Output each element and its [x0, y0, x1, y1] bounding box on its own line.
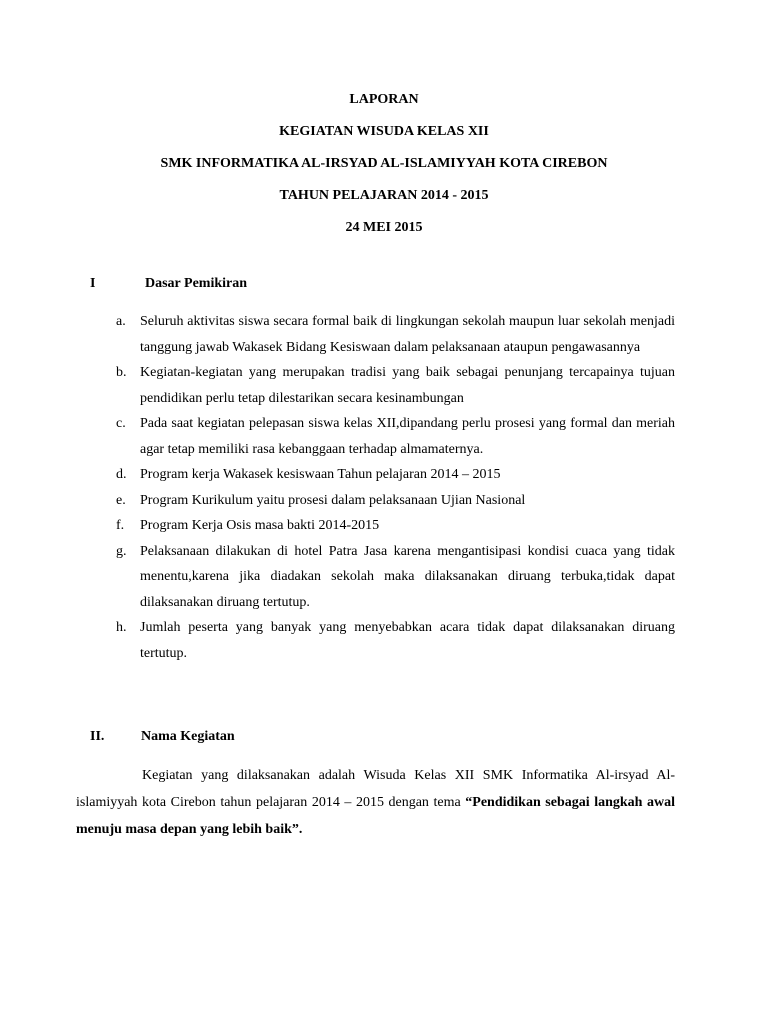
- basis-list: [108, 309, 675, 666]
- list-marker: f.: [116, 518, 125, 533]
- list-item: [108, 411, 675, 462]
- report-header: [0, 84, 768, 244]
- list-item-text: Kegiatan-kegiatan yang merupakan tradisi yang baik sebagai penunjang tercapainya tujuan pendidikan perlu tetap dilestarikan secara kesinambungan: [140, 365, 675, 406]
- list-marker: g.: [116, 543, 127, 559]
- list-item-text: Pelaksanaan dilakukan di hotel Patra Jasa karena mengantisipasi kondisi cuaca yang tidak menentu,karena jika diadakan sekolah maka dilaksanakan diruang terbuka,tidak dapat dilaksanakan diruang tertutup.: [140, 543, 675, 610]
- header-event: KEGIATAN WISUDA KELAS XII: [279, 124, 489, 139]
- list-marker: h.: [116, 620, 127, 635]
- list-item-text: Pada saat kegiatan pelepasan siswa kelas XII,dipandang perlu prosesi yang formal dan meriah agar tetap memiliki rasa kebanggaan terhadap almamaternya.: [140, 416, 675, 457]
- list-item-text: Program Kerja Osis masa bakti 2014-2015: [140, 518, 380, 533]
- theme-text: “Pendidikan sebagai langkah awal menuju masa depan yang lebih baik”: [76, 795, 676, 837]
- header-date: 24 MEI 2015: [345, 220, 423, 235]
- paragraph-text: Kegiatan yang dilaksanakan adalah Wisuda Kelas XII SMK Informatika Al-irsyad Al-islamiyyah kota Cirebon tahun pelajaran 2014 – 2015 dengan tema: [76, 768, 675, 810]
- paragraph-end: .: [298, 822, 303, 837]
- header-year: TAHUN PELAJARAN 2014 - 2015: [279, 188, 489, 203]
- list-item: [108, 615, 675, 666]
- list-item-text: Program Kurikulum yaitu prosesi dalam pelaksanaan Ujian Nasional: [140, 492, 526, 508]
- header-title: LAPORAN: [349, 92, 419, 107]
- list-marker: b.: [116, 365, 127, 380]
- list-item: [108, 513, 675, 539]
- list-item: [108, 309, 675, 360]
- section-2-number: II.: [90, 729, 105, 744]
- list-item: [108, 360, 675, 411]
- section-2-title: Nama Kegiatan: [141, 729, 235, 744]
- header-school: SMK INFORMATIKA AL-IRSYAD AL-ISLAMIYYAH KOTA CIREBON: [160, 156, 608, 171]
- list-item-text: Jumlah peserta yang banyak yang menyebabkan acara tidak dapat dilaksanakan diruang tertutup.: [140, 620, 675, 661]
- list-marker: a.: [116, 314, 126, 329]
- section-1-number: I: [90, 276, 96, 291]
- list-marker: c.: [116, 416, 126, 431]
- list-item-text: Program kerja Wakasek kesiswaan Tahun pelajaran 2014 – 2015: [140, 467, 501, 482]
- section-2-heading: [0, 729, 768, 749]
- list-item: [108, 488, 675, 514]
- list-item: [108, 462, 675, 488]
- list-marker: e.: [116, 492, 126, 508]
- section-1-heading: [0, 276, 768, 296]
- list-item-text: Seluruh aktivitas siswa secara formal baik di lingkungan sekolah maupun luar sekolah menjadi tanggung jawab Wakasek Bidang Kesiswaan dalam pelaksanaan ataupun pengawasannya: [140, 314, 675, 355]
- list-item: [108, 539, 675, 616]
- section-1-title: Dasar Pemikiran: [145, 276, 248, 291]
- list-marker: d.: [116, 467, 127, 482]
- activity-paragraph: [76, 762, 675, 843]
